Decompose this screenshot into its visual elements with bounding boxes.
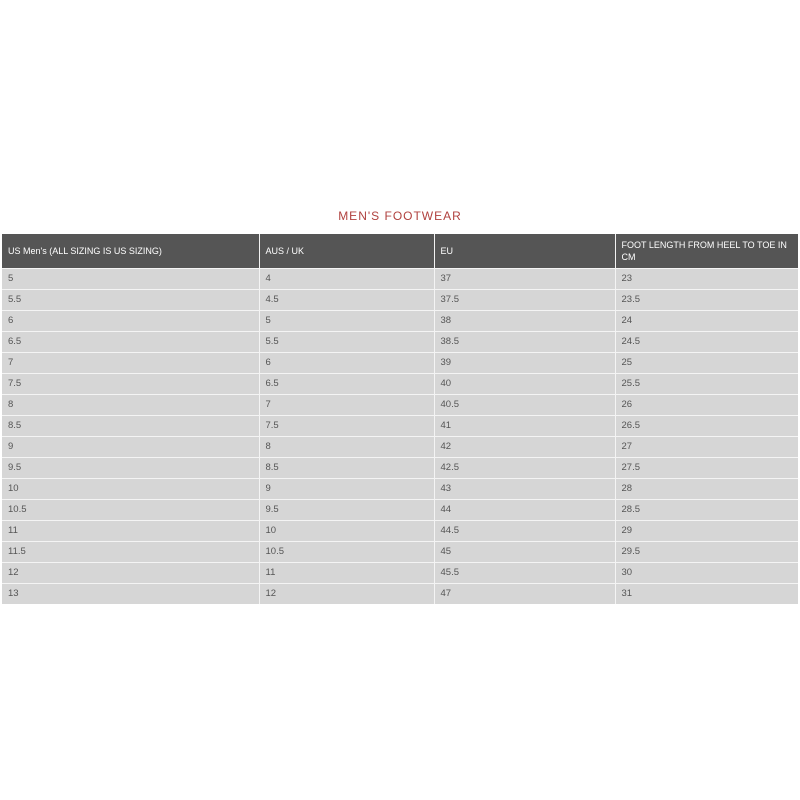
aus-uk-size-cell: 4.5	[259, 289, 434, 310]
table-row	[2, 457, 798, 478]
us-size-cell: 11	[2, 520, 259, 541]
us-size-cell: 10.5	[2, 499, 259, 520]
table-row	[2, 331, 798, 352]
us-size-cell: 5	[2, 268, 259, 289]
foot-length-cell: 27.5	[615, 457, 798, 478]
aus-uk-size-cell: 4	[259, 268, 434, 289]
table-header-row	[2, 234, 798, 268]
aus-uk-size-cell: 7.5	[259, 415, 434, 436]
table-row	[2, 436, 798, 457]
us-size-cell: 11.5	[2, 541, 259, 562]
foot-length-cell: 31	[615, 583, 798, 604]
us-size-cell: 9	[2, 436, 259, 457]
us-size-cell: 6	[2, 310, 259, 331]
foot-length-cell: 29.5	[615, 541, 798, 562]
us-size-cell: 13	[2, 583, 259, 604]
foot-length-cell: 24	[615, 310, 798, 331]
eu-size-cell: 40.5	[434, 394, 615, 415]
aus-uk-size-cell: 5.5	[259, 331, 434, 352]
aus-uk-size-cell: 6	[259, 352, 434, 373]
foot-length-cell: 23.5	[615, 289, 798, 310]
foot-length-cell: 26	[615, 394, 798, 415]
table-row	[2, 373, 798, 394]
table-row	[2, 310, 798, 331]
eu-size-cell: 38.5	[434, 331, 615, 352]
table-row	[2, 520, 798, 541]
us-size-cell: 8	[2, 394, 259, 415]
table-row	[2, 499, 798, 520]
foot-length-cell: 23	[615, 268, 798, 289]
aus-uk-size-cell: 10.5	[259, 541, 434, 562]
header-aus-uk: AUS / UK	[259, 234, 434, 268]
header-eu: EU	[434, 234, 615, 268]
foot-length-cell: 26.5	[615, 415, 798, 436]
aus-uk-size-cell: 6.5	[259, 373, 434, 394]
eu-size-cell: 39	[434, 352, 615, 373]
eu-size-cell: 37	[434, 268, 615, 289]
eu-size-cell: 47	[434, 583, 615, 604]
foot-length-cell: 27	[615, 436, 798, 457]
us-size-cell: 7.5	[2, 373, 259, 394]
aus-uk-size-cell: 9.5	[259, 499, 434, 520]
table-title: MEN'S FOOTWEAR	[338, 209, 462, 223]
us-size-cell: 9.5	[2, 457, 259, 478]
table-body	[2, 268, 798, 604]
us-size-cell: 6.5	[2, 331, 259, 352]
aus-uk-size-cell: 12	[259, 583, 434, 604]
us-size-cell: 5.5	[2, 289, 259, 310]
table-row	[2, 541, 798, 562]
eu-size-cell: 44.5	[434, 520, 615, 541]
eu-size-cell: 45	[434, 541, 615, 562]
table-row	[2, 478, 798, 499]
eu-size-cell: 42.5	[434, 457, 615, 478]
foot-length-cell: 25.5	[615, 373, 798, 394]
us-size-cell: 12	[2, 562, 259, 583]
table-row	[2, 583, 798, 604]
aus-uk-size-cell: 11	[259, 562, 434, 583]
foot-length-cell: 25	[615, 352, 798, 373]
table-row	[2, 268, 798, 289]
eu-size-cell: 37.5	[434, 289, 615, 310]
us-size-cell: 7	[2, 352, 259, 373]
eu-size-cell: 40	[434, 373, 615, 394]
eu-size-cell: 38	[434, 310, 615, 331]
us-size-cell: 10	[2, 478, 259, 499]
eu-size-cell: 41	[434, 415, 615, 436]
foot-length-cell: 28	[615, 478, 798, 499]
aus-uk-size-cell: 5	[259, 310, 434, 331]
eu-size-cell: 42	[434, 436, 615, 457]
table-row	[2, 352, 798, 373]
foot-length-cell: 24.5	[615, 331, 798, 352]
aus-uk-size-cell: 8.5	[259, 457, 434, 478]
foot-length-cell: 29	[615, 520, 798, 541]
eu-size-cell: 43	[434, 478, 615, 499]
eu-size-cell: 45.5	[434, 562, 615, 583]
foot-length-cell: 30	[615, 562, 798, 583]
us-size-cell: 8.5	[2, 415, 259, 436]
aus-uk-size-cell: 7	[259, 394, 434, 415]
foot-length-cell: 28.5	[615, 499, 798, 520]
table-row	[2, 289, 798, 310]
header-us-mens: US Men's (ALL SIZING IS US SIZING)	[2, 234, 259, 268]
aus-uk-size-cell: 8	[259, 436, 434, 457]
aus-uk-size-cell: 9	[259, 478, 434, 499]
size-chart-table	[2, 234, 798, 604]
table-row	[2, 394, 798, 415]
aus-uk-size-cell: 10	[259, 520, 434, 541]
eu-size-cell: 44	[434, 499, 615, 520]
table-row	[2, 415, 798, 436]
header-foot-length: FOOT LENGTH FROM HEEL TO TOE IN CM	[615, 234, 798, 268]
table-row	[2, 562, 798, 583]
